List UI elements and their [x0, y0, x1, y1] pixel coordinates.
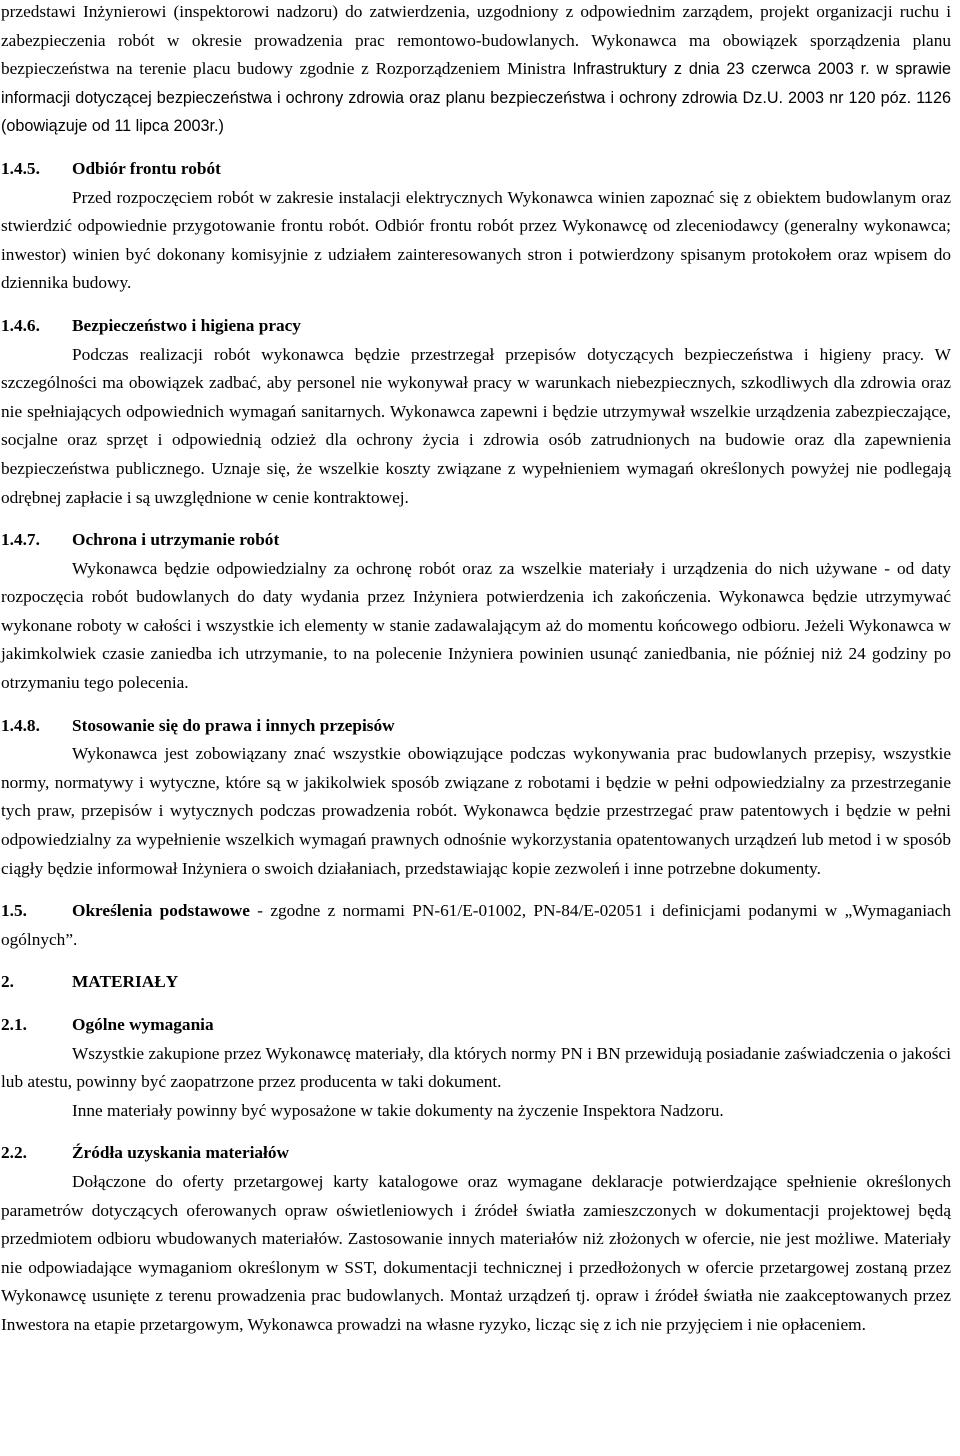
section-body: Wykonawca będzie odpowiedzialny za ochronę robót oraz za wszelkie materiały i urządzenia do nich używane - od daty rozpoczęcia robót budowlanych do daty wydania przez Inżyniera potwierdzenia ich zakończenia. Wykonawca będzie utrzymywać wykonane roboty w całości i wszystkie ich elementy w stanie zadawalającym aż do momentu końcowego odbioru. Jeżeli Wykonawca w jakimkolwiek czasie zaniedba ich utrzymanie, to na polecenie Inżyniera powinien usunąć zaniedbania, nie później niż 24 godziny po otrzymaniu tego polecenia. [1, 558, 951, 693]
section-number: 1.5. [1, 901, 27, 921]
section-body: Wykonawca jest zobowiązany znać wszystkie obowiązujące podczas wykonywania prac budowlanych przepisy, wszystkie normy, normatywy i wytyczne, które są w jakikolwiek sposób związane z robotami i będzie w pełni odpowiedzialny za przestrzeganie tych praw, przepisów i wytycznych podczas prowadzenia robót. Wykonawca będzie przestrzegać praw patentowych i będzie w pełni odpowiedzialny za wypełnienie wszelkich wymagań prawnych odnośnie wykorzystania opatentowanych urządzeń lub metod i w sposób ciągły będzie informował Inżyniera o swoich działaniach, przedstawiając kopie zezwoleń i inne potrzebne dokumenty. [1, 744, 951, 878]
section-2 [1, 968, 951, 997]
intro-text-serif: przedstawi Inżynierowi (inspektorowi nadzoru) do zatwierdzenia, uzgodniony z odpowiednim zarządem, projekt organizacji ruchu i zabezpieczenia robót w okresie prowadzenia prac remontowo-budowlanych. Wykonawca ma obowiązek sporządzenia planu bezpieczeństwa na terenie placu budowy zgodnie z Rozporządzeniem Ministra [1, 2, 951, 79]
section-heading [1, 1011, 951, 1040]
section-1-4-6 [1, 312, 951, 512]
section-title: Ochrona i utrzymanie robót [72, 530, 280, 550]
section-body-2: Inne materiały powinny być wyposażone w takie dokumenty na życzenie Inspektora Nadzoru. [72, 1100, 724, 1120]
chapter-number: 2. [1, 972, 14, 992]
section-1-4-8 [1, 712, 951, 884]
section-title: Stosowanie się do prawa i innych przepisów [72, 715, 395, 735]
section-number: 1.4.6. [1, 315, 40, 335]
section-number: 1.4.5. [1, 158, 40, 178]
section-number: 1.4.7. [1, 530, 40, 550]
section-body: Dołączone do oferty przetargowej karty katalogowe oraz wymagane deklaracje potwierdzające spełnienie określonych parametrów dotyczących oferowanych opraw oświetleniowych i źródeł światła zamieszczonych w dokumentacji projektowej będą przedmiotem odbioru wbudowanych materiałów. Zastosowanie innych materiałów niż złożonych w ofercie, nie jest możliwe. Materiały nie odpowiadające wymaganiom określonym w SST, dokumentacji technicznej i przedłożonych w ofercie przetargowej zostaną przez Wykonawcę usunięte z terenu prowadzenia prac budowlanych. Montaż urządzeń tj. opraw i źródeł światła nie zaakceptowanych przez Inwestora na etapie przetargowym, Wykonawca prowadzi na własne ryzyko, licząc się z ich nie przyjęciem i nie opłaceniem. [1, 1171, 951, 1334]
section-body: Wszystkie zakupione przez Wykonawcę materiały, dla których normy PN i BN przewidują posiadanie zaświadczenia o jakości lub atestu, powinny być zaopatrzone przez producenta w taki dokument. [1, 1043, 951, 1092]
section-number: 2.2. [1, 1143, 27, 1163]
section-title: Źródła uzyskania materiałów [72, 1143, 289, 1163]
intro-text-sans: Infrastruktury z dnia 23 czerwca 2003 r. w sprawie informacji dotyczącej bezpieczeństwa i ochrony zdrowia oraz planu bezpieczeństwa i ochrony zdrowia [1, 60, 951, 107]
section-2-1 [1, 1011, 951, 1125]
section-title: Określenia podstawowe [72, 901, 250, 921]
section-1-5 [1, 897, 951, 954]
section-number: 1.4.8. [1, 715, 40, 735]
section-1-4-7 [1, 526, 951, 698]
section-title: Odbiór frontu robót [72, 158, 221, 178]
section-heading-inline [1, 897, 951, 954]
section-heading [1, 1139, 951, 1168]
section-body: Przed rozpoczęciem robót w zakresie instalacji elektrycznych Wykonawca winien zapoznać się z obiektem budowlanym oraz stwierdzić odpowiednie przygotowanie frontu robót. Odbiór frontu robót przez Wykonawcę od zleceniodawcy (generalny wykonawca; inwestor) winien być dokonany komisyjnie z udziałem zainteresowanych stron i potwierdzony spisanym protokołem oraz wpisem do dziennika budowy. [1, 187, 951, 293]
section-heading [1, 712, 951, 741]
section-title: Bezpieczeństwo i higiena pracy [72, 315, 301, 335]
intro-paragraph [1, 0, 951, 141]
chapter-title: MATERIAŁY [72, 972, 179, 992]
section-heading [1, 155, 951, 184]
section-heading [1, 312, 951, 341]
section-2-2 [1, 1139, 951, 1339]
intro-text-end: Dz.U. 2003 nr 120 póz. 1126 (obowiązuje od 11 lipca 2003r.) [1, 88, 952, 136]
section-title: Ogólne wymagania [72, 1015, 214, 1034]
section-1-4-5 [1, 155, 951, 298]
section-heading [1, 526, 951, 555]
section-number: 2.1. [1, 1015, 27, 1034]
section-body: Podczas realizacji robót wykonawca będzie przestrzegał przepisów dotyczących bezpieczeństwa i higieny pracy. W szczególności ma obowiązek zadbać, aby personel nie wykonywał pracy w warunkach niebezpiecznych, szkodliwych dla zdrowia oraz nie spełniających odpowiednich wymagań sanitarnych. Wykonawca zapewni i będzie utrzymywał wszelkie urządzenia zabezpieczające, socjalne oraz sprzęt i odpowiednią odzież dla ochrony życia i zdrowia osób zatrudnionych na budowie oraz dla zapewnienia bezpieczeństwa publicznego. Uznaje się, że wszelkie koszty związane z wypełnieniem wymagań określonych powyżej nie podlegają odrębnej zapłacie i są uwzględnione w cenie kontraktowej. [1, 344, 951, 507]
chapter-heading [1, 968, 951, 997]
section-inline-body: - zgodne z normami PN-61/E-01002, PN-84/E-02051 i definicjami podanymi w „Wymaganiach ogólnych”. [1, 901, 952, 949]
